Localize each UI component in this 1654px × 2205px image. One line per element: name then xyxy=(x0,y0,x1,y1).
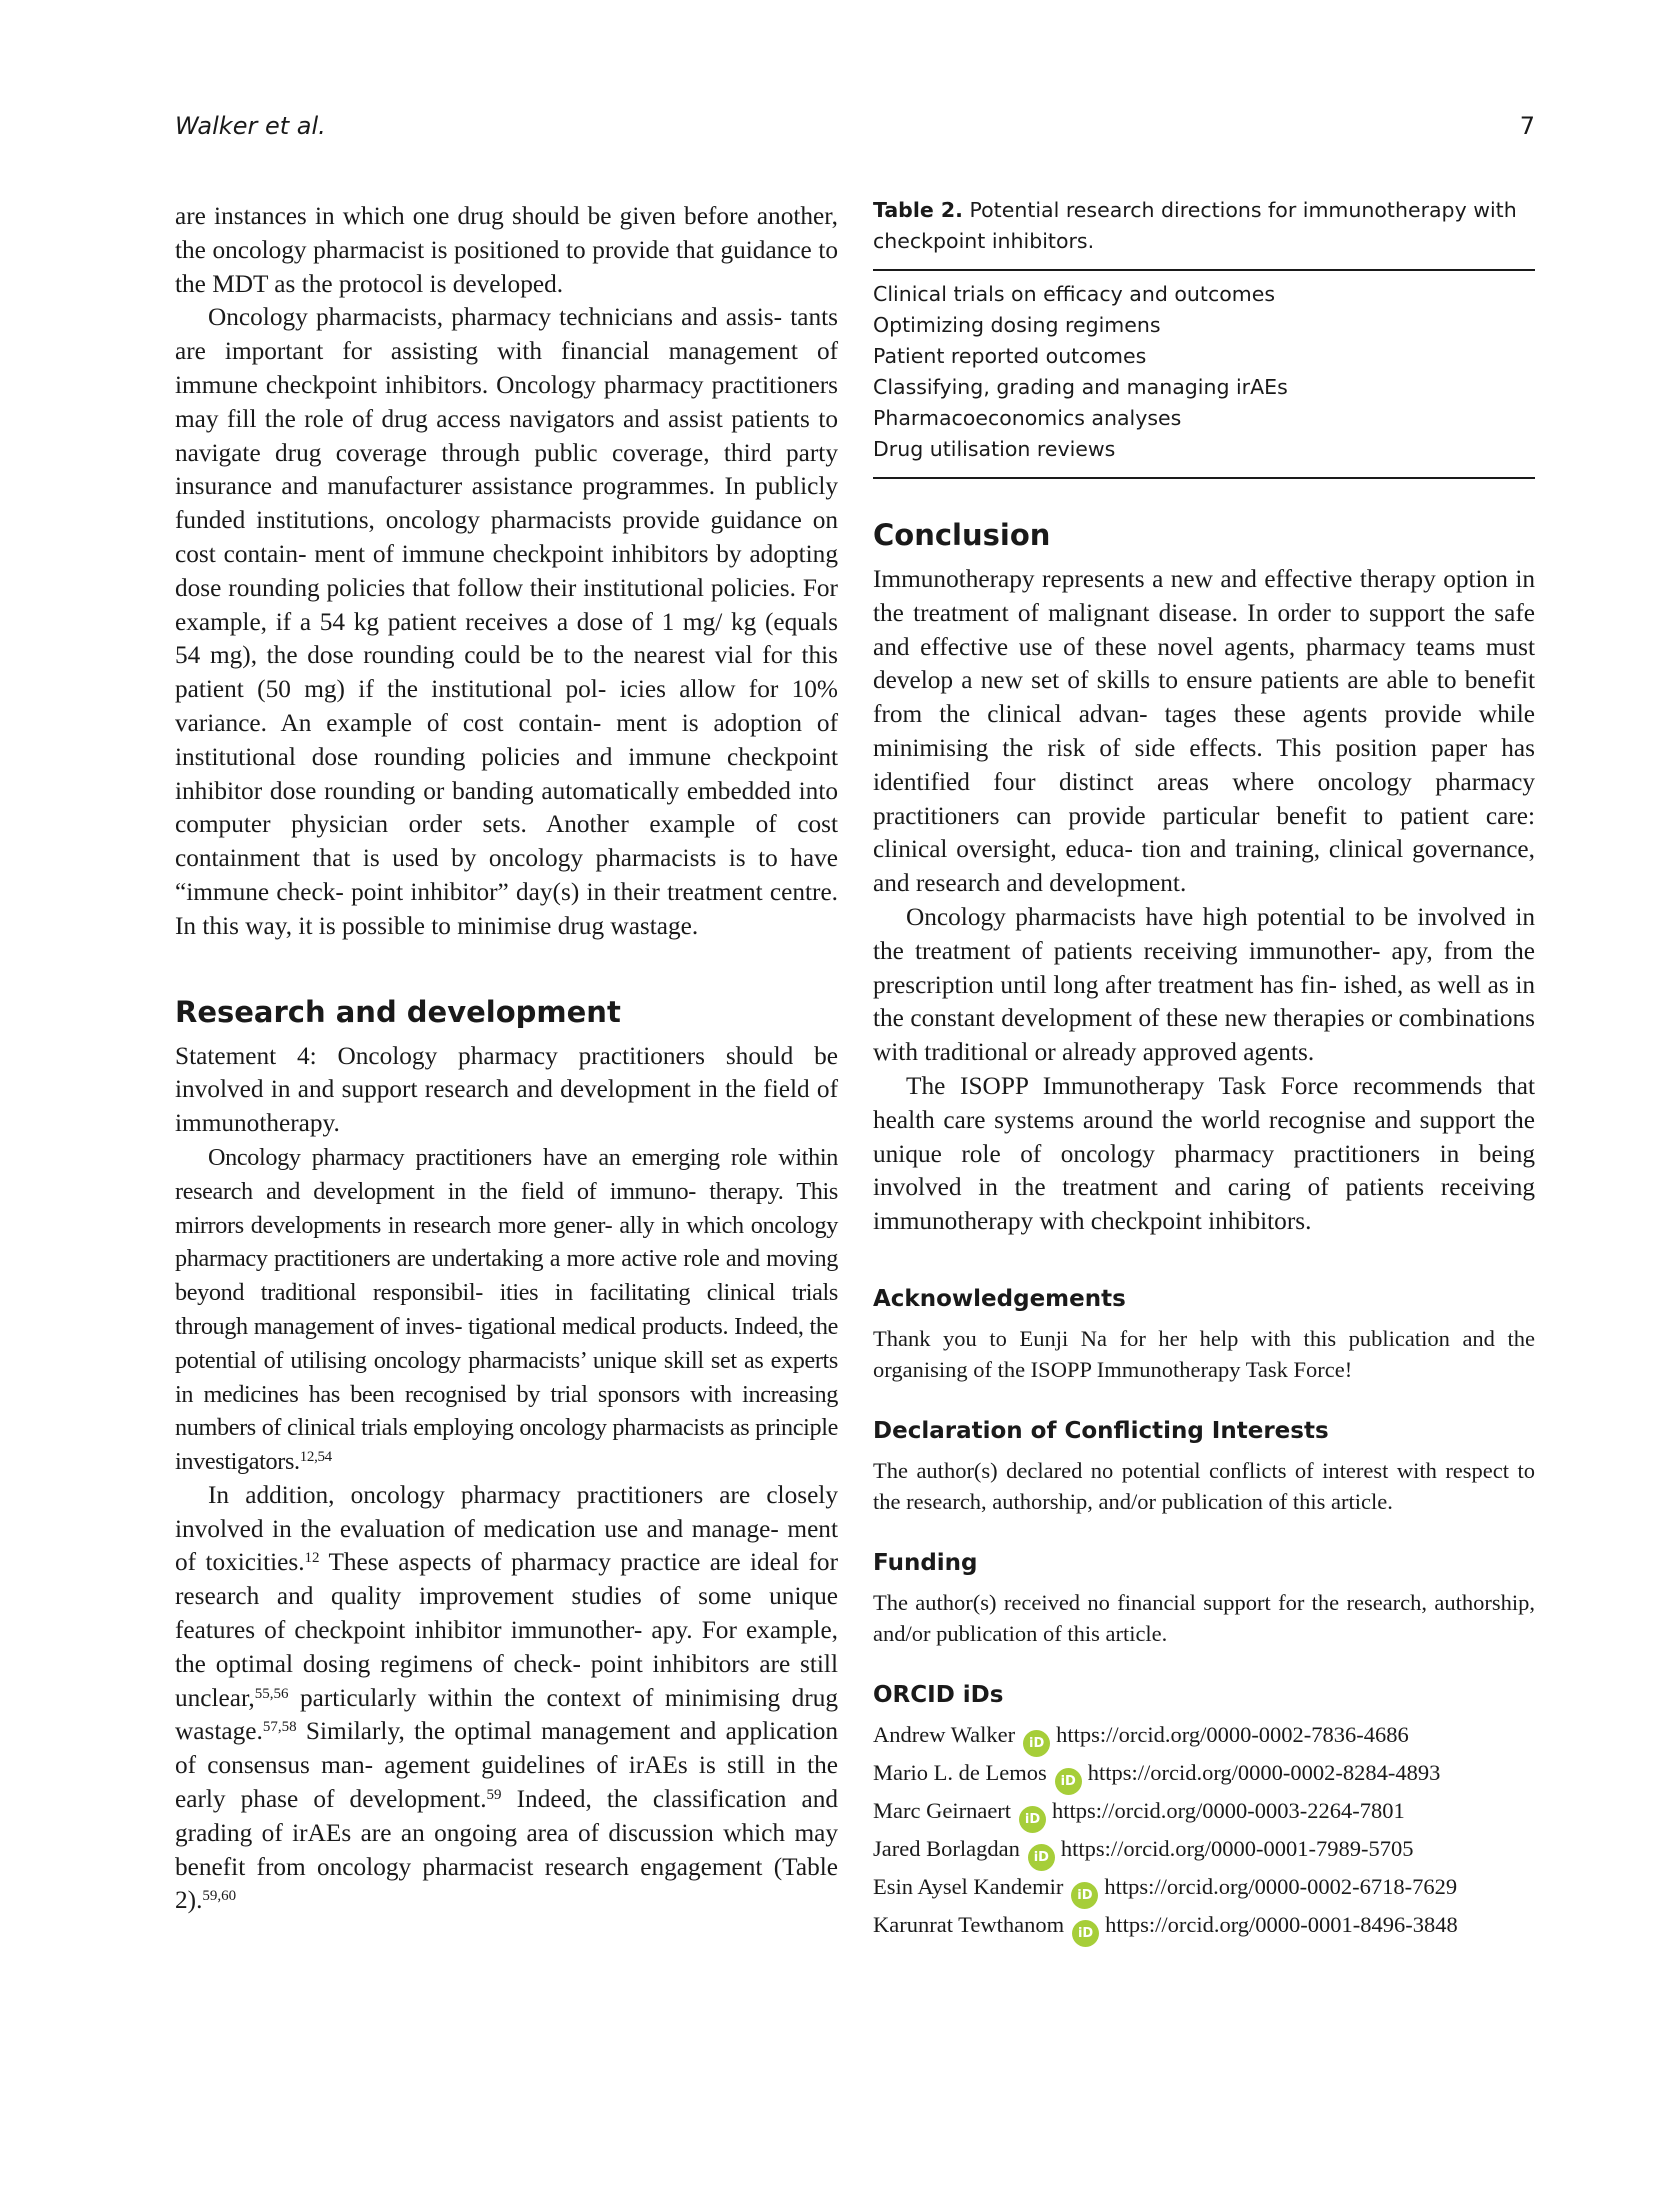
paragraph-conclusion-3: The ISOPP Immunotherapy Task Force recommends that health care systems around the world recognise and support the unique role of oncology pharmacy practitioners in being involved in the treatment and caring of patients receiving immunotherapy with checkpoint inhibitors. xyxy=(873,1071,1536,1236)
paragraph-dose-guidance: are instances in which one drug should be given before another, the oncology pharmacist is positioned to provide that guidance to the MDT as the protocol is developed. xyxy=(175,202,838,298)
table-2-caption: Table 2. Potential research directions for immunotherapy with checkpoint inhibitors. xyxy=(873,198,1517,253)
citation-ref: 57,58 xyxy=(262,1719,297,1736)
citation-ref: 12 xyxy=(304,1550,320,1567)
orcid-icon: iD xyxy=(1023,1730,1050,1757)
table-row: Classifying, grading and managing irAEs xyxy=(873,375,1288,399)
author-name: Mario L. de Lemos xyxy=(873,1759,1047,1785)
paragraph-acknowledgements: Thank you to Eunji Na for her help with this publication and the organising of the ISOPP Immunotherapy Task Force! xyxy=(873,1325,1535,1382)
author-name: Andrew Walker xyxy=(873,1721,1016,1747)
citation-ref: 55,56 xyxy=(254,1685,289,1702)
orcid-icon: iD xyxy=(1055,1768,1082,1795)
orcid-link[interactable]: https://orcid.org/0000-0002-8284-4893 xyxy=(1087,1759,1441,1785)
table-row: Optimizing dosing regimens xyxy=(873,313,1161,337)
heading-orcid-ids: ORCID iDs xyxy=(873,1681,1004,1708)
right-column xyxy=(873,195,1535,1947)
paragraph-statement-4: Statement 4: Oncology pharmacy practitioners should be involved in and support research and development in the field of immunotherapy. xyxy=(175,1041,838,1138)
orcid-link[interactable]: https://orcid.org/0000-0002-6718-7629 xyxy=(1104,1873,1458,1899)
table-top-rule xyxy=(873,269,1535,271)
paragraph-financial-management: Oncology pharmacists, pharmacy technicians and assis- tants are important for assisting with financial management of immune checkpoint inhibitors. Oncology pharmacy practitioners may fill the role of drug access navigators and assist patients to navigate drug coverage through public coverage, third party insurance and manufacturer assistance programmes. In publicly funded institutions, oncology pharmacists provide guidance on cost contain- ment of immune checkpoint inhibitors by adopting dose rounding policies that follow their institutional policies. For example, if a 54 kg patient receives a dose of 1 mg/ kg (equals 54 mg), the dose rounding could be to the nearest vial for this patient (50 mg) if the institutional pol- icies allow for 10% variance. An example of cost contain- ment is adoption of institutional dose rounding policies and immune checkpoint inhibitor dose rounding or banding automatically embedded into computer physician order sets. Another example of cost containment that is used by oncology pharmacists is to have “immune check- point inhibitor” day(s) in their treatment centre. In this way, it is possible to minimise drug wastage. xyxy=(175,303,839,940)
orcid-entry xyxy=(873,1871,1535,1909)
orcid-entry xyxy=(873,1909,1535,1947)
paragraph-conclusion-1: Immunotherapy represents a new and effective therapy option in the treatment of malignant disease. In order to support the safe and effective use of these novel agents, pharmacy teams must develop a new set of skills to ensure patients are able to benefit from the clinical advan- tages these agents provide while minimising the risk of side effects. This position paper has identified four distinct areas where oncology pharmacy practitioners can provide particular benefit to patient care: clinical oversight, educa- tion and training, clinical governance, and research and development. xyxy=(873,565,1536,898)
orcid-link[interactable]: https://orcid.org/0000-0001-8496-3848 xyxy=(1105,1911,1458,1937)
orcid-icon: iD xyxy=(1071,1882,1098,1909)
running-header xyxy=(175,112,1535,148)
author-name: Jared Borlagdan xyxy=(873,1835,1020,1861)
orcid-entry xyxy=(873,1719,1535,1757)
left-column xyxy=(175,200,838,1918)
paragraph-emerging-role: Oncology pharmacy practitioners have an emerging role within research and development in the field of immuno- therapy. This mirrors developments in research more gener- ally in which oncology pharmacy practitioners are undertaking a more active role and moving beyond traditional responsibil- ities in facilitating clinical trials through management of inves- tigational medical products. Indeed, the potential of utilising oncology pharmacists’ unique skill set as experts in medicines has been recognised by trial sponsors with increasing numbers of clinical trials employing oncology pharmacists as principle investigators.$^{12,54}$ xyxy=(175,1143,839,1476)
running-head-authors: Walker et al. xyxy=(175,112,326,140)
orcid-entry xyxy=(873,1757,1535,1795)
table-row: Clinical trials on efficacy and outcomes xyxy=(873,282,1276,306)
table-2-rows xyxy=(873,279,1535,465)
heading-research-and-development: Research and development xyxy=(175,994,621,1029)
author-name: Karunrat Tewthanom xyxy=(873,1911,1065,1937)
heading-funding: Funding xyxy=(873,1549,978,1576)
orcid-list xyxy=(873,1719,1535,1947)
table-2-label: Table 2. xyxy=(873,198,963,222)
author-name: Esin Aysel Kandemir xyxy=(873,1873,1064,1899)
orcid-link[interactable]: https://orcid.org/0000-0003-2264-7801 xyxy=(1052,1797,1405,1823)
table-row: Pharmacoeconomics analyses xyxy=(873,406,1182,430)
table-row: Patient reported outcomes xyxy=(873,344,1147,368)
table-row: Drug utilisation reviews xyxy=(873,437,1116,461)
heading-conflicting-interests: Declaration of Conflicting Interests xyxy=(873,1417,1329,1444)
paragraph-funding: The author(s) received no financial support for the research, authorship, and/or publication of this article. xyxy=(873,1589,1536,1646)
paragraph-evaluation-medication: In addition, oncology pharmacy practitioners are closely involved in the evaluation of medication use and manage- ment of toxicities.$^{12}$ These aspects of pharmacy practice are ideal for research and quality improvement studies of some unique features of checkpoint inhibitor immunother- apy. For example, the optimal dosing regimens of check- point inhibitors are still unclear,$^{55,56}$ particularly within the context of minimising drug wastage.$^{57,58}$ Similarly, the optimal management and application of consensus man- agement guidelines of irAEs is still in the early phase of development.$^{59}$ Indeed, the classification and grading of irAEs are an ongoing area of discussion which may benefit from oncology pharmacist research engagement (Table 2).$^{59,60}$ xyxy=(175,1480,839,1915)
orcid-icon: iD xyxy=(1019,1806,1046,1833)
paragraph-conflicting-interests: The author(s) declared no potential conflicts of interest with respect to the research, authorship, and/or publication of this article. xyxy=(873,1457,1535,1514)
paragraph-conclusion-2: Oncology pharmacists have high potential to be involved in the treatment of patients receiving immunother- apy, from the prescription until long after treatment has fin- ished, as well as in the constant development of these new therapies or combinations with traditional or already approved agents. xyxy=(873,902,1536,1067)
page-number: 7 xyxy=(1519,112,1535,140)
table-bottom-rule xyxy=(873,477,1535,479)
heading-conclusion: Conclusion xyxy=(873,518,1051,552)
orcid-link[interactable]: https://orcid.org/0000-0002-7836-4686 xyxy=(1056,1721,1409,1747)
orcid-link[interactable]: https://orcid.org/0000-0001-7989-5705 xyxy=(1060,1835,1414,1861)
orcid-icon: iD xyxy=(1028,1844,1055,1871)
author-name: Marc Geirnaert xyxy=(873,1797,1012,1823)
citation-ref: 12,54 xyxy=(299,1448,332,1465)
citation-ref: 59 xyxy=(486,1786,502,1803)
orcid-entry xyxy=(873,1833,1535,1871)
table-2 xyxy=(873,195,1535,479)
heading-acknowledgements: Acknowledgements xyxy=(873,1285,1126,1312)
citation-ref: 59,60 xyxy=(202,1888,237,1905)
orcid-icon: iD xyxy=(1072,1920,1099,1947)
orcid-entry xyxy=(873,1795,1535,1833)
